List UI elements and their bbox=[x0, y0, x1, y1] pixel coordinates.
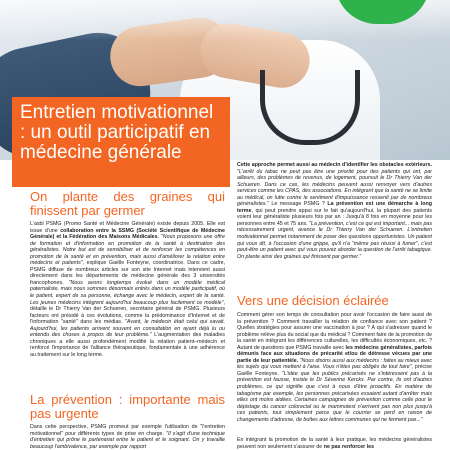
right-paragraph-0 bbox=[237, 162, 432, 260]
text-bold: Cette approche permet aussi au médecin d'identifier les obstacles extérieurs. bbox=[237, 162, 432, 168]
quote: "La prévention, c'est ce qui est important... mais pas nécessairement urgent, avance le Dr Thierry Van der Schueren. L'entretien motivationnel permet notamment de poser des questions opportunistes. Un patient qui vous dit, à l'occasion d'une grippe, qu'il n'a "même pas réussi à fumer", c'est peut-être un patient avec qui vous pouvez aborder la question de l'arrêt tabagique. On plante ainsi des graines qui finissent par germer." bbox=[237, 220, 432, 260]
text: Comment gérer son temps de consultation pour avoir l'occasion de faire aussi de la prévention ? Comment travailler la relation de confiance avec son patient ? Quelles stratégies pour assurer une vaccination à jour ? À qui s'adresser quand le problème relève plus du social que du médical ? Comment faire de la promotion de la santé en intégrant les différences culturelles, les difficultés économiques, etc. ? Autant de questions que PSMG travaille avec bbox=[237, 312, 432, 351]
left-heading-1: On plante des graines qui finissent par germer bbox=[30, 189, 225, 218]
text-bold: La prévention est une démarche à long terme bbox=[237, 201, 432, 214]
text: , précise Gaëlle Fonteyne. bbox=[237, 364, 432, 377]
quote: "Nous disons aussi aux médecins : faites au mieux avec les sujets qui vous mettent à l'aise. Vous n'êtes pas obligés de tout faire" bbox=[237, 357, 432, 371]
text: . bbox=[157, 234, 161, 241]
right-paragraph-2 bbox=[237, 437, 432, 450]
text-bold: collaboration entre la SSMG (Société Scientifique de Médecine Générale) et la Fédération des Maisons Médicales bbox=[30, 227, 225, 241]
quote: "Nous avons longtemps évolué dans un modèle médical paternaliste, mais nous sommes désormais entrés dans un modèle participatif, où le patient, expert de sa personne, échange avec le médecin, expert de la santé. Les jeunes médecins intègrent aujourd'hui beaucoup plus facilement ce modèle" bbox=[30, 279, 226, 306]
title-box bbox=[12, 97, 230, 187]
text: , détaille le Dr Thierry Van der Schueren, secrétaire général de PSMG. Plusieurs facteurs ont présidé à ces évolutions, comme la prédominance d'Internet et de l'information "santé" dans les médias. bbox=[30, 299, 225, 326]
text-bold: ne pas renforcer les bbox=[323, 443, 375, 450]
quote: "L'idée que les publics précarisés ne s'intéressent pas à la prévention est fausse, insiste le Dr Séverine Kerckx. bbox=[237, 370, 432, 384]
page-title: Entretien motivationnel : un outil participatif en médecine générale bbox=[20, 102, 214, 163]
text: , qui peut prendre appui sur le fait qu'aujourd'hui, la plupart des patients voient leur généraliste plusieurs fois par an : Jusqu'à 8 fois en moyenne pour les personnes entre 45 et 75 ans. bbox=[237, 207, 432, 227]
quote: "Il s'agit d'une technique d'entretien qui prône le partenariat entre le patient et le soignant. On y travaille beaucoup l'ambivalence, par exemple par rapport bbox=[30, 430, 226, 450]
text: En intégrant la promotion de la santé à leur pratique, les médecins généralistes peuvent non seulement s'assurer de bbox=[237, 437, 432, 450]
right-heading-1: Vers une décision éclairée bbox=[237, 293, 389, 308]
text: Le message PSMG ? bbox=[268, 201, 328, 208]
quote: Par contre, ils ont d'autres problèmes, ce qui signifie que c'est à nous d'être proactifs. En matière de tabagisme par exemple, les personnes précarisées essaient autant d'arrêter mais elles ont moins aidées. Certaines campagnes de prévention comme celle pour le dépistage du cancer colorectal ou le mammotest n'arrivent pas non plus jusqu'à ces patients, tout simplement parce que le courrier se perd en raison de changements d'adresse, de boîtes aux lettres communes qui ne ferment pas..." bbox=[237, 377, 432, 423]
left-paragraph-1 bbox=[30, 221, 225, 358]
quote: "L'arrêt du tabac ne peut pas être une priorité pour des patients qui ont, par ailleurs, des problèmes de revenus, de logement, poursuit le Dr Thierry Van der Schueren. Dans ce cas, les médecins peuvent aussi renvoyer vers d'autres services comme les CPAS, des associations. En intégrant que la santé ne se limite au médical, on lutte contre le sentiment d'impuissance ressenti par de nombreux généralistes." bbox=[237, 168, 432, 208]
text: , explique Gaëlle Fonteyne, coordinatrice. Dans ce cadre, PSMG diffuse de nombreux articles sur son site Internet mais intervient aussi directement dans les départements de médecine générale des 3 universités francophones. bbox=[30, 260, 225, 286]
quote: "Nous proposons une offre de formation et d'information en promotion de la santé à destination des généralistes. Notre but est de sensibiliser et de renforcer les compétences en promotion de la santé et en prévention, mais aussi d'améliorer la relation entre médecins et patients" bbox=[30, 234, 225, 267]
right-paragraph-1 bbox=[237, 312, 432, 423]
text: L'asbl PSMG (Promo Santé et Médecine Générale) existe depuis 2005. Elle est issue d'une bbox=[30, 221, 225, 234]
text: Dans cette perspective, PSMG promeut par exemple l'utilisation de "l'entretien motivationnel" pour différents types de prise en charge. bbox=[30, 424, 225, 437]
left-paragraph-2 bbox=[30, 424, 225, 450]
text-bold: les médecins généralistes, parfois démunis face aux situations de précarité et/ou de détresse vécues par une partie de leur patientèle. bbox=[237, 344, 432, 364]
quote: "Avant, le médecin était celui qui savait. Aujourd'hui, les patients arrivent souvent en consultation en ayant déjà lu ou entendu des choses à propos de leur problème." bbox=[30, 319, 225, 339]
left-heading-2: La prévention : importante mais pas urgente bbox=[30, 392, 225, 421]
text: L'augmentation des maladies chroniques a elle aussi profondément modifié la relation patient–médecin et renforcé l'importance de l'alliance thérapeutique, fondamentale à une adhérence au traitement sur le long terme. bbox=[30, 332, 225, 358]
